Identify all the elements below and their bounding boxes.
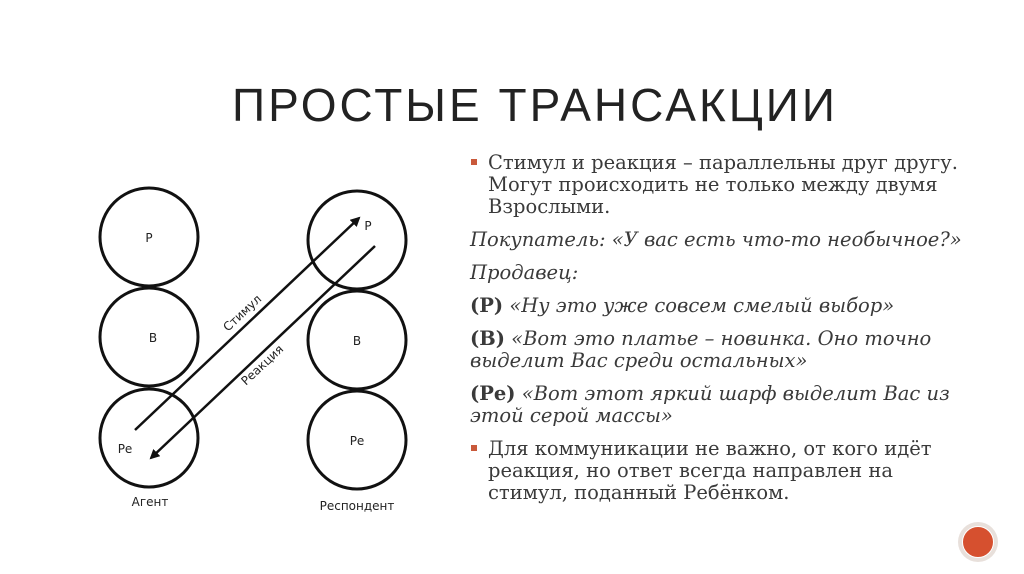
child-tag: (Ре) [470, 382, 516, 405]
agent-caption: Агент [131, 495, 169, 509]
bullet-marker-icon [471, 159, 477, 165]
respondent-parent-circle [308, 191, 406, 289]
circle-next-icon [962, 526, 994, 558]
slide-title: ПРОСТЫЕ ТРАНСАКЦИИ [232, 79, 838, 131]
parent-response-text: «Ну это уже совсем смелый выбор» [503, 294, 895, 317]
buyer-line: Покупатель: «У вас есть что-то необычное?» [470, 228, 962, 251]
reaction-label: Реакция [238, 342, 287, 389]
adult-response [470, 328, 970, 372]
respondent-child-label: Ре [349, 434, 365, 448]
reaction-arrow [148, 246, 375, 458]
agent-parent-label: Р [145, 231, 153, 245]
adult-response-text: «Вот это платье – новинка. Оно точно выделит Вас среди остальных» [470, 327, 932, 372]
respondent-caption: Респондент [319, 499, 395, 513]
agent-adult-label: В [148, 331, 158, 345]
stimulus-label: Стимул [220, 291, 265, 335]
child-response-text: «Вот этот яркий шарф выделит Вас из этой серой массы» [470, 382, 950, 427]
agent-child-circle [100, 389, 198, 487]
slide-content [470, 152, 970, 515]
seller-line: Продавец: [470, 261, 579, 284]
stimulus-arrow [135, 218, 362, 430]
parent-response [470, 295, 970, 317]
bullet-marker-icon [471, 445, 477, 451]
next-slide-button[interactable] [958, 522, 998, 562]
parent-tag: (Р) [470, 294, 504, 317]
bullet-communication [470, 438, 970, 504]
agent-child-label: Ре [117, 442, 133, 456]
bullet-text: Для коммуникации не важно, от кого идёт реакция, но ответ всегда направлен на стимул, поданный Ребёнком. [488, 437, 932, 504]
adult-tag: (В) [470, 327, 505, 350]
respondent-parent-label: Р [364, 219, 372, 233]
transaction-diagram [95, 180, 425, 525]
bullet-text: Стимул и реакция – параллельны друг другу. Могут происходить не только между двумя Взрослыми. [488, 151, 958, 218]
bullet-stimulus-reaction [470, 152, 970, 218]
child-response [470, 383, 970, 427]
respondent-adult-label: В [352, 334, 362, 348]
